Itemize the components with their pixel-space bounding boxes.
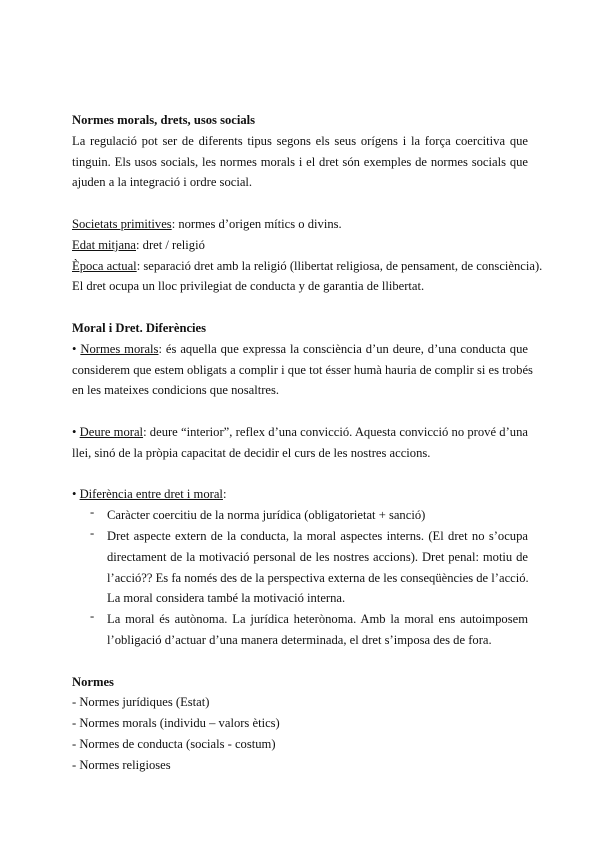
dash-item-line: La moral considera també la motivació interna.	[107, 591, 346, 606]
bullet-glyph: •	[72, 341, 77, 356]
bullet-text: : deure “interior”, reflex d’una convicció. Aquesta convicció no prové d’una	[143, 424, 528, 439]
dash-item-line: Dret aspecte extern de la conducta, la moral aspectes interns. (El dret no s’ocupa	[107, 528, 528, 543]
document-page	[72, 110, 543, 776]
bullet-line	[72, 339, 528, 360]
bullet-term: Normes morals	[80, 341, 159, 356]
era-term: Societats primitives	[72, 216, 172, 231]
dash-item-line: Caràcter coercitiu de la norma jurídica (obligatorietat + sanció)	[107, 508, 426, 523]
paragraph-line: La regulació pot ser de diferents tipus segons els seus orígens i la força coercitiva que	[72, 133, 528, 148]
bullet-glyph: •	[72, 487, 77, 502]
bullet-text: : és aquella que expressa la consciència d’un deure, d’una conducta que	[158, 341, 528, 356]
era-text: : normes d’origen mítics o divins.	[171, 216, 342, 231]
dash-item-line: l’obligació d’actuar d’una manera determinada, el dret s’imposa des de fora.	[107, 632, 492, 647]
paragraph-line: en les mateixes condicions que nosaltres.	[72, 383, 280, 398]
paragraph-line: llei, sinó de la pròpia capacitat de decidir el curs de les nostres accions.	[72, 445, 431, 460]
bullet-line	[72, 422, 528, 443]
list-item: - Normes religioses	[72, 757, 171, 772]
dash-glyph: -	[90, 505, 95, 520]
bullet-term: Diferència entre dret i moral	[79, 487, 223, 502]
dash-list-item	[72, 505, 528, 526]
dash-list-item	[72, 526, 528, 609]
dash-item-line: La moral és autònoma. La jurídica heterònoma. Amb la moral ens autoimposem	[107, 612, 528, 627]
list-item: - Normes de conducta (socials - costum)	[72, 736, 276, 751]
era-term: Edat mitjana	[72, 237, 136, 252]
bullet-term: Deure moral	[79, 424, 144, 439]
bullet-line	[72, 484, 528, 505]
section-heading: Normes morals, drets, usos socials	[72, 113, 256, 127]
paragraph-line: tinguin. Els usos socials, les normes morals i el dret són exemples de normes socials que	[72, 154, 528, 169]
era-term: Època actual	[72, 258, 137, 273]
era-line-primitive	[72, 214, 528, 235]
paragraph-line: considerem que estem obligats a complir i que tot ésser humà hauria de complir si es trobés	[72, 362, 533, 377]
dash-glyph: -	[90, 525, 95, 540]
list-item: - Normes jurídiques (Estat)	[72, 695, 210, 710]
section-heading: Moral i Dret. Diferències	[72, 320, 207, 335]
era-line-current	[72, 256, 543, 277]
bullet-glyph: •	[72, 424, 77, 439]
bullet-text: :	[222, 487, 227, 502]
dash-item-line: l’acció?? Es fa només des de la perspectiva externa de les conseqüències de l’acció.	[107, 570, 529, 585]
era-line-medieval	[72, 235, 528, 256]
dash-list-item	[72, 609, 528, 651]
list-item: - Normes morals (individu – valors ètics)	[72, 716, 280, 731]
paragraph-line: ajuden a la integració i ordre social.	[72, 175, 253, 190]
paragraph-line: El dret ocupa un lloc privilegiat de conducta y de garantia de llibertat.	[72, 279, 425, 294]
era-text: : separació dret amb la religió (llibertat religiosa, de pensament, de consciència).	[136, 258, 543, 273]
dash-item-line: directament de la motivació personal de les nostres accions). Dret penal: motiu de	[107, 549, 528, 564]
dash-glyph: -	[90, 609, 95, 624]
section-heading: Normes	[72, 674, 114, 689]
era-text: : dret / religió	[136, 237, 205, 252]
